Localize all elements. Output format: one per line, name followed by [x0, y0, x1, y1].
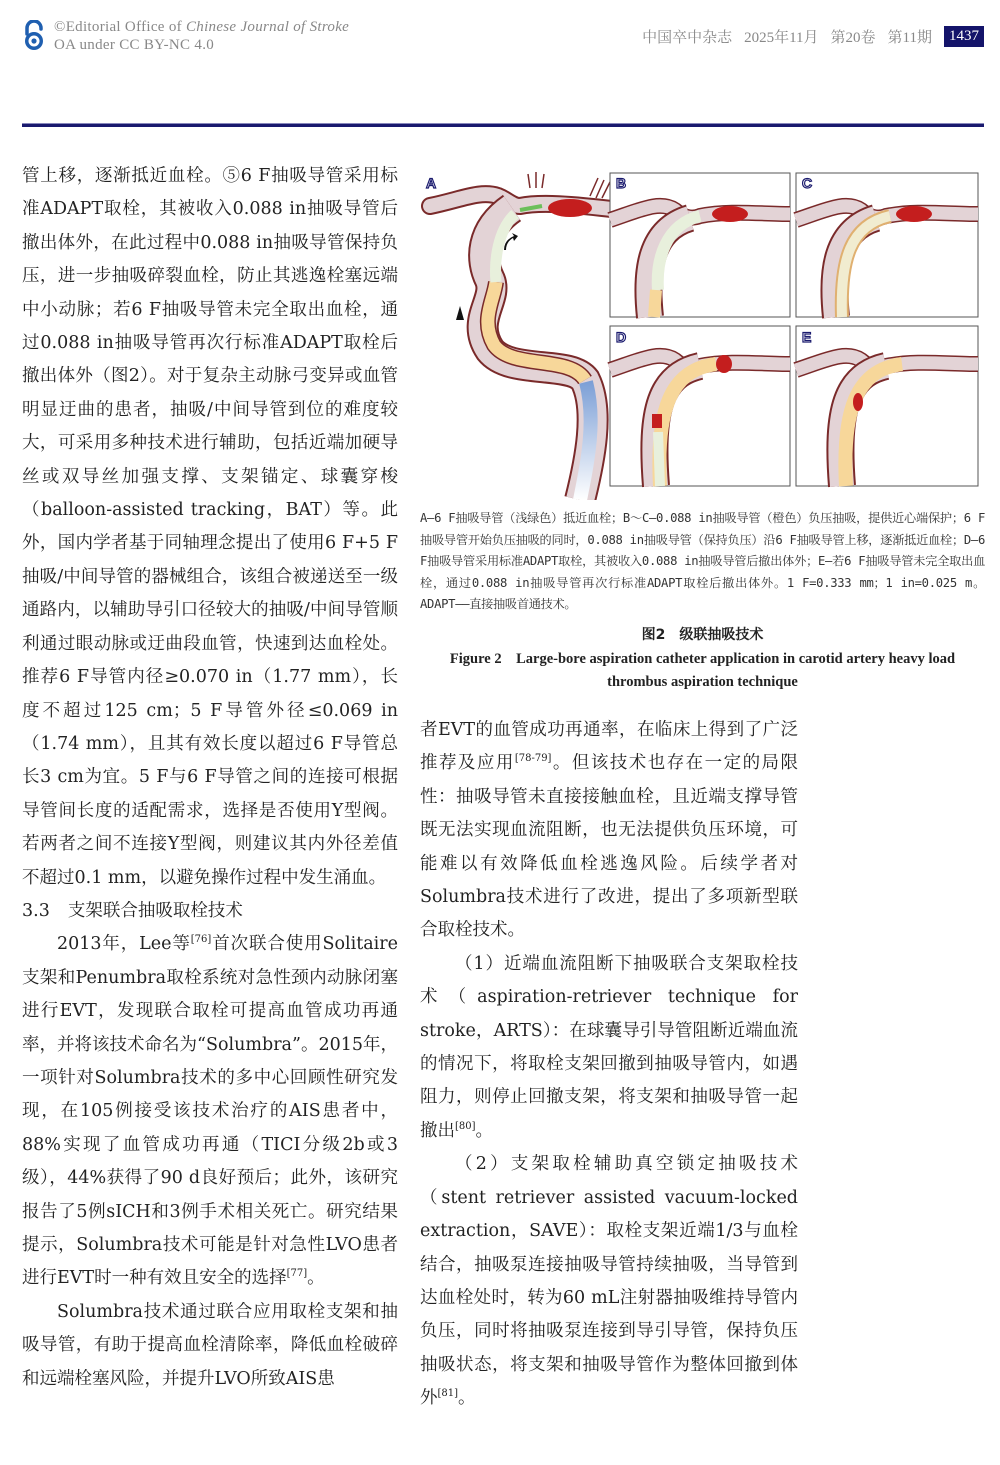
body-paragraph: （1）近端血流阻断下抽吸联合支架取栓技术（aspiration-retriever technique for stroke，ARTS）：在球囊导引导管阻断近端血流的情况下，将取栓支架回撤到抽吸导管内，如遇阻力，则停止回撤支架，将支架和抽吸导管一起撤出[80]。 — [420, 953, 798, 1141]
issue: 第11期 — [887, 30, 932, 46]
journal-header-right — [642, 26, 984, 47]
thrombus — [548, 199, 592, 217]
panel-label-c: C — [802, 175, 813, 191]
issue-date: 2025年11月 — [744, 30, 819, 46]
journal-name-cn: 中国卒中杂志 — [642, 30, 733, 46]
citation-ref[interactable]: [80] — [455, 1121, 476, 1133]
panel-label-e: E — [802, 329, 812, 345]
license-line: OA under CC BY-NC 4.0 — [54, 37, 215, 53]
left-column — [22, 160, 398, 1396]
body-paragraph: （2）支架取栓辅助真空锁定抽吸技术（stent retriever assisted vacuum-locked extraction，SAVE）：取栓支架近端1/3与血栓结合，抽吸泵连接抽吸导管持续抽吸，当导管到达血栓处时，转为60 mL注射器抽吸维持导管内负压，同时将抽吸泵连接到导引导管，保持负压抽吸状态，将支架和抽吸导管作为整体回撤到体外[81]。 — [420, 1154, 798, 1409]
body-paragraph: Solumbra技术通过联合应用取栓支架和抽吸导管，有助于提高血栓清除率，降低血栓破碎和远端栓塞风险，并提升LVO所致AIS患 — [22, 1301, 398, 1389]
body-paragraph: 管上移，逐渐抵近血栓。⑤6 F抽吸导管采用标准ADAPT取栓，其被收入0.088 in抽吸导管后撤出体外，在此过程中0.088 in抽吸导管保持负压，进一步抽吸碎裂血栓，防止其逃逸栓塞远端中小动脉；若6 F抽吸导管未完全取出血栓，通过0.088 in抽吸导管再次行标准ADAPT取栓后撤出体外（图2）。对于复杂主动脉弓变异或血管明显迂曲的患者，抽吸/中间导管到位的难度较大，可采用多种技术进行辅助，包括近端加硬导丝或双导丝加强支撑、支架锚定、球囊穿梭（balloon-assisted tracking，BAT）等。此外，国内学者基于同轴理念提出了使用6 F+5 F抽吸/中间导管的器械组合，该组合被递送至一级通路内，以辅助导引口径较大的抽吸/中间导管顺利通过眼动脉或迂曲段血管，快速到达血栓处。推荐6 F导管内径≥0.070 in（1.77 mm），长度不超过125 cm；5 F导管外径≤0.069 in（1.74 mm），且其有效长度以超过6 F导管总长3 cm为宜。5 F与6 F导管之间的连接可根据导管间长度的适配需求，选择是否使用Y型阀。若两者之间不连接Y型阀，则建议其内外径差值不超过0.1 mm，以避免操作过程中发生涌血。 — [22, 166, 398, 888]
open-access-lock-icon — [22, 20, 46, 52]
citation-ref[interactable]: [81] — [437, 1388, 459, 1400]
arrow-icon — [456, 306, 464, 320]
citation-ref[interactable]: [77] — [286, 1268, 308, 1280]
figure-notes: A—6 F抽吸导管（浅绿色）抵近血栓；B～C—0.088 in抽吸导管（橙色）负压抽吸，提供近心端保护；6 F抽吸导管开始负压抽吸的同时，0.088 in抽吸导管（保持负压）沿6 F抽吸导管上移，逐渐抵近血栓；D—6 F抽吸导管采用标准ADAPT取栓，其被收入0.088 in抽吸导管后撤出体外；E—若6 F抽吸导管未完全取出血栓，通过0.088 in抽吸导管再次行标准ADAPT取栓后撤出体外。1 F=0.333 mm；1 in=0.025 m。ADAPT——直接抽吸首通技术。 — [420, 511, 985, 612]
figure-title-cn: 图2 级联抽吸技术 — [641, 627, 764, 643]
panel-label-a: A — [426, 175, 437, 191]
figure-title-en: Figure 2 Large-bore aspiration catheter application in carotid artery heavy load thrombus aspiration technique — [449, 651, 956, 690]
panel-c — [796, 173, 978, 317]
panel-a — [426, 172, 620, 500]
copyright-line: ©Editorial Office of Chinese Journal of Stroke — [54, 19, 350, 35]
journal-header-left — [22, 18, 349, 54]
body-paragraph: 者EVT的血管成功再通率，在临床上得到了广泛推荐及应用[78-79]。但该技术也存在一定的局限性：抽吸导管未直接接触血栓，且近端支撑导管既无法实现血流阻断，也无法提供负压环境，可能难以有效降低血栓逃逸风险。后续学者对Solumbra技术进行了改进，提出了多项新型联合取栓技术。 — [420, 720, 799, 941]
right-column — [420, 714, 798, 1416]
volume: 第20卷 — [830, 30, 876, 46]
section-heading: 3.3 支架联合抽吸取栓技术 — [22, 900, 243, 921]
citation-ref[interactable]: [76] — [190, 934, 212, 946]
page-number: 1437 — [944, 26, 984, 47]
header-divider — [22, 123, 984, 127]
body-paragraph: 2013年，Lee等[76]首次联合使用Solitaire支架和Penumbra取栓系统对急性颈内动脉闭塞进行EVT，发现联合取栓可提高血管成功再通率，并将该技术命名为“Solumbra”。2015年，一项针对Solumbra技术的多中心回顾性研究发现，在105例接受该技术治疗的AIS患者中，88%实现了血管成功再通（TICI分级2b或3级），44%获得了90 d良好预后；此外，该研究报告了5例sICH和3例手术相关死亡。研究结果提示，Solumbra技术可能是针对急性LVO患者进行EVT时一种有效且安全的选择[77]。 — [22, 934, 398, 1289]
panel-d — [610, 326, 790, 486]
panel-label-b: B — [616, 175, 627, 191]
panel-label-d: D — [616, 329, 627, 345]
panel-b — [610, 173, 790, 317]
citation-ref[interactable]: [78-79] — [514, 753, 552, 765]
panel-e — [796, 326, 978, 486]
figure-2-illustration — [420, 170, 985, 500]
